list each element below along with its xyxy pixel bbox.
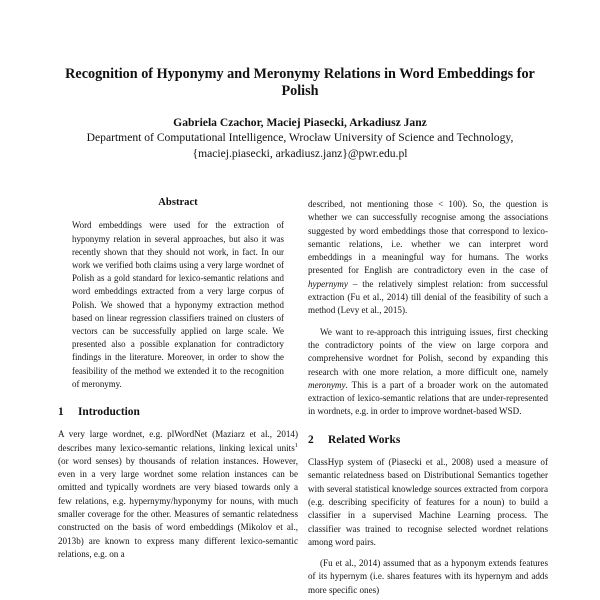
term-meronymy: meronymy [308, 379, 346, 390]
section-heading-related-works [308, 434, 548, 447]
paper-authors: Gabriela Czachor, Maciej Piasecki, Arkadiusz Janz [173, 116, 427, 129]
left-column [58, 196, 298, 561]
section-title: Introduction [78, 405, 140, 418]
related-works-paragraph-1: ClassHyp system of (Piasecki et al., 2008) used a measure of semantic relatedness based on Distributional Semantics together with several statistical knowledge sources extracted from corpora (e.g. describing specificity of features for a noun) to build a classifier in a supervised Machine Learning process. The classifier was trained to recognise selected wordnet relations among word pairs. [308, 457, 548, 547]
related-works-paragraph-2: (Fu et al., 2014) assumed that as a hyponym extends features of its hypernym (i.e. shares features with its hypernym and adds more specific ones) [308, 558, 548, 595]
footnote-marker: 1 [294, 441, 298, 449]
right-column [308, 198, 548, 597]
text-part: – the relatively simplest relation: from successful extraction (Fu et al., 2014) till denial of the feasibility of such a method (Levy et al., 2015). [308, 278, 548, 316]
author-emails: {maciej.piasecki, arkadiusz.janz}@pwr.edu.pl [192, 147, 408, 160]
intro-paragraph-2 [308, 326, 548, 419]
affiliation: Department of Computational Intelligence, Wrocław University of Science and Technology, [86, 131, 514, 144]
intro-continued-paragraph [308, 198, 548, 318]
section-heading-introduction [58, 406, 298, 419]
term-hypernymy: hypernymy [308, 278, 348, 289]
text-part: We want to re-approach this intriguing issues, first checking the contradictory points of the view on large corpora and comprehensive wordnet for Polish, second by expanding this research with one more relation, a more difficult one, namely [308, 326, 548, 377]
section-number: 2 [308, 433, 314, 446]
intro-text-part: (or word senses) by thousands of relation instances. However, even in a very large wordnet some relation instances can be omitted and typically wordnets are very biased towards only a few relations, e.g. hypernymy/hyponymy for nouns, with much smaller coverage for the other. Measures of semantic relatedness constructed on the basis of word embeddings (Mikolov et al., 2013b) are known to express many different lexico-semantic relations, e.g. on a [58, 455, 298, 559]
intro-text-part: A very large wordnet, e.g. plWordNet (Maziarz et al., 2014) describes many lexico-semantic relations, linking lexical units [58, 429, 298, 453]
affiliation-block [40, 130, 560, 162]
text-part: . This is a part of a broader work on the automated extraction of lexico-semantic relations that are under-represented in wordnets, e.g. in order to improve wordnet-based WSD. [308, 379, 548, 417]
introduction-paragraph [58, 428, 298, 561]
section-title: Related Works [328, 433, 401, 446]
abstract-heading: Abstract [158, 197, 198, 208]
paper-title: Recognition of Hyponymy and Meronymy Relations in Word Embeddings for Polish [65, 66, 535, 99]
section-number: 1 [58, 405, 64, 418]
text-part: described, not mentioning those < 100). So, the question is whether we can successfully recognise among the associations suggested by word embeddings those that correspond to lexico-semantic relations, i.e. whether we can interpret word embeddings in a meaningful way for humans. The works presented for English are contradictory even in the case of [308, 199, 548, 276]
abstract-text: Word embeddings were used for the extraction of hyponymy relation in several approaches, but also it was recently shown that they should not work, in fact. In our work we verified both claims using a very large wordnet of Polish as a gold standard for lexico-semantic relations and word embeddings extracted from a very large corpus of Polish. We showed that a hyponymy extraction method based on linear regression classifiers trained on clusters of vectors can be successfully applied on large scale. We presented also a possible explanation for contradictory findings in the literature. Moreover, in order to show the feasibility of the method we extended it to the recognition of meronymy. [72, 220, 284, 389]
